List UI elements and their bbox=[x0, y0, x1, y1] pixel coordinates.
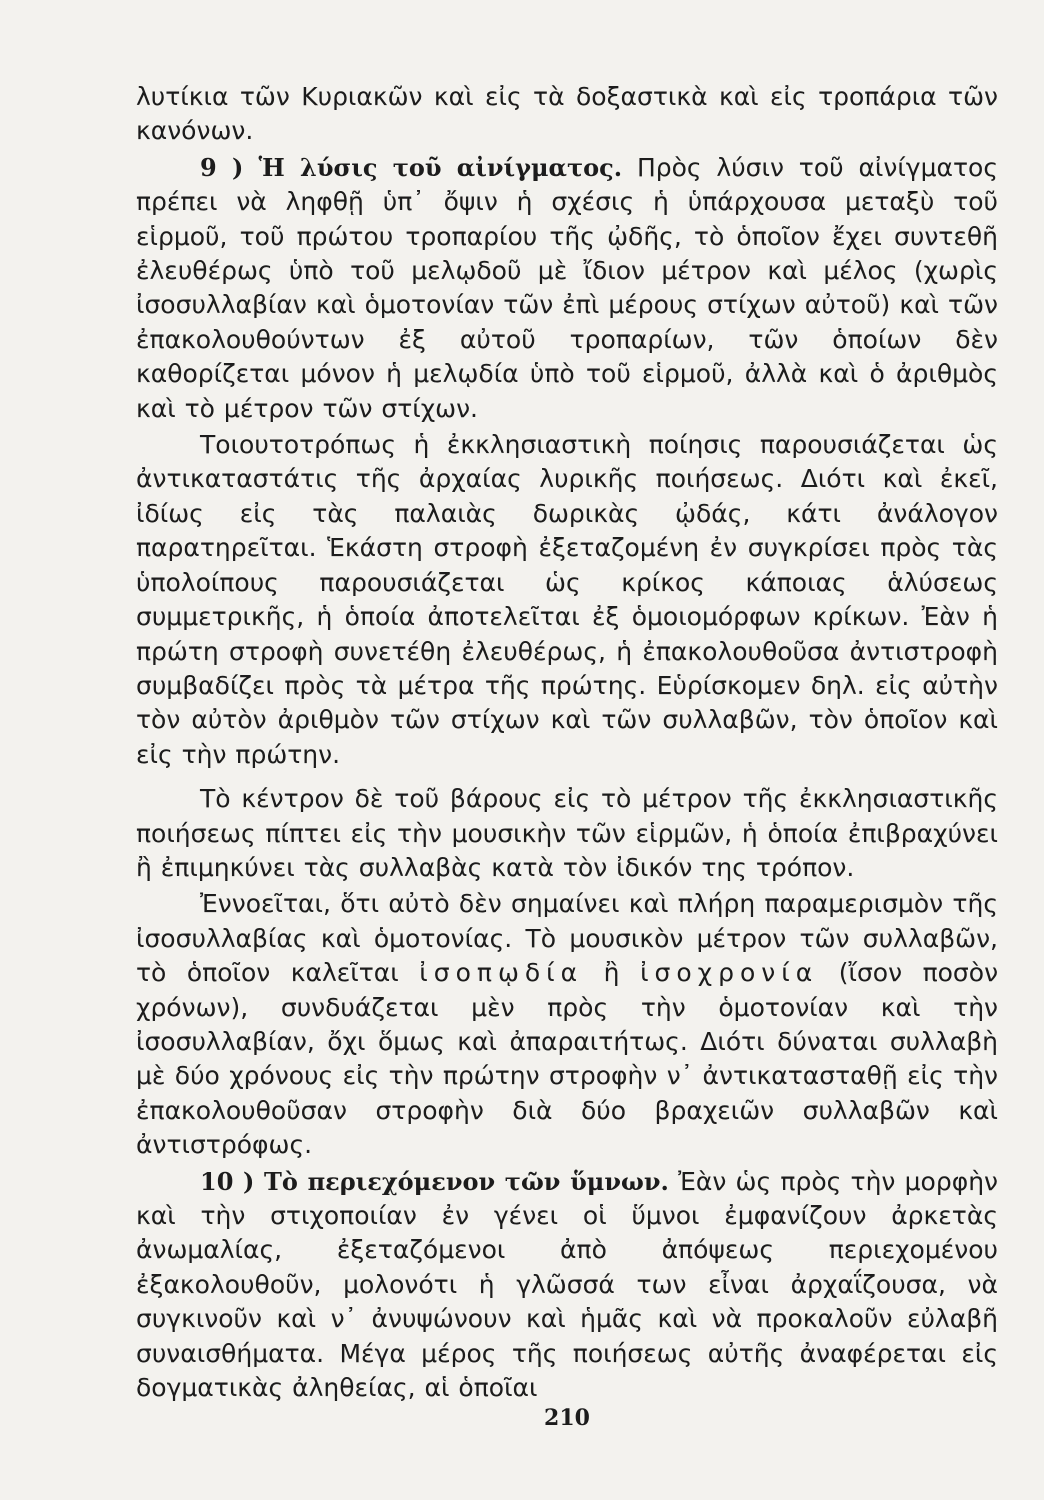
paragraph-3-text: Τοιουτοτρόπως ἡ ἐκκλησιαστικὴ ποίησις παρουσιάζεται ὡς ἀντικαταστάτις τῆς ἀρχαίας λυρικῆς ποιήσεως. Διότι καὶ ἐκεῖ, ἰδίως εἰς τὰς παλαιὰς δωρικὰς ᾠδάς, κάτι ἀνάλογον παρατηρεῖται. Ἑκάστη στροφὴ ἐξεταζομένη ἐν συγκρίσει πρὸς τὰς ὑπολοίπους παρουσιάζεται ὡς κρίκος κάποιας ἁλύσεως συμμετρικῆς, ἡ ὁποία ἀποτελεῖται ἐξ ὁμοιομόρφων κρίκων. Ἐὰν ἡ πρώτη στροφὴ συνετέθη ἐλευθέρως, ἡ ἐπακολουθοῦσα ἀντιστροφὴ συμβαδίζει πρὸς τὰ μέτρα τῆς πρώτης. Εὑρίσκομεν δηλ. εἰς αὐτὴν τὸν αὐτὸν ἀριθμὸν τῶν στίχων καὶ τῶν συλλαβῶν, τὸν ὁποῖον καὶ εἰς τὴν πρώτην. bbox=[136, 430, 998, 769]
section-9-heading: 9 ) Ἡ λύσις τοῦ αἰνίγματος. bbox=[200, 152, 623, 182]
paragraph-5-text-a: Ἐννοεῖται, ὅτι αὐτὸ δὲν σημαίνει καὶ πλήρη παραμερισμὸν τῆς ἰσοσυλλαβίας καὶ ὁμοτονίας. Τὸ μουσικὸν μέτρον τῶν συλλαβῶν, τὸ ὁποῖον καλεῖται bbox=[136, 889, 998, 988]
paragraph-5-text-b: (ἴσον ποσὸν χρόνων), συνδυάζεται μὲν πρὸς τὴν ὁμοτονίαν καὶ τὴν ἰσοσυλλαβίαν, ὄχι ὅμως καὶ ἀπαραιτήτως. Διότι δύναται συλλαβὴ μὲ δύο χρόνους εἰς τὴν πρώτην στροφὴν ν᾽ ἀντικατασταθῇ εἰς τὴν ἐπακολουθοῦσαν στροφὴν διὰ δύο βραχειῶν συλλαβῶν καὶ ἀντιστρόφως. bbox=[136, 958, 999, 1160]
paragraph-4 bbox=[136, 782, 998, 885]
paragraph-5 bbox=[136, 887, 998, 1162]
paragraph-3 bbox=[136, 428, 998, 772]
paragraph-2-text: Πρὸς λύσιν τοῦ αἰνίγματος πρέπει νὰ ληφθῇ ὑπ᾽ ὄψιν ἡ σχέσις ἡ ὑπάρχουσα μεταξὺ τοῦ εἱρμοῦ, τοῦ πρώτου τροπαρίου τῆς ᾠδῆς, τὸ ὁποῖον ἔχει συντεθῆ ἐλευθέρως ὑπὸ τοῦ μελῳδοῦ μὲ ἴδιον μέτρον καὶ μέλος (χωρὶς ἰσοσυλλαβίαν καὶ ὁμοτονίαν τῶν ἐπὶ μέρους στίχων αὐτοῦ) καὶ τῶν ἐπακολουθούντων ἐξ αὐτοῦ τροπαρίων, τῶν ὁποίων δὲν καθορίζεται μόνον ἡ μελῳδία ὑπὸ τοῦ εἱρμοῦ, ἀλλὰ καὶ ὁ ἀριθμὸς καὶ τὸ μέτρον τῶν στίχων. bbox=[136, 152, 999, 423]
paragraph-1-text: λυτίκια τῶν Κυριακῶν καὶ εἰς τὰ δοξαστικὰ καὶ εἰς τροπάρια τῶν κανόνων. bbox=[136, 82, 998, 146]
term-or: ἢ bbox=[603, 958, 620, 988]
body-text bbox=[136, 80, 998, 1405]
term-isochronia: ἰσοχρονία bbox=[640, 958, 819, 988]
paragraph-6-text: Ἐὰν ὡς πρὸς τὴν μορφὴν καὶ τὴν στιχοποιίαν ἐν γένει οἱ ὕμνοι ἐμφανίζουν ἀρκετὰς ἀνωμαλίας, ἐξεταζόμενοι ἀπὸ ἀπόψεως περιεχομένου ἐξακολουθοῦν, μολονότι ἡ γλῶσσά των εἶναι ἀρχαΐζουσα, νὰ συγκινοῦν καὶ ν᾽ ἀνυψώνουν καὶ ἡμᾶς καὶ νὰ προκαλοῦν εὐλαβῆ συναισθήματα. Μέγα μέρος τῆς ποιήσεως αὐτῆς ἀναφέρεται εἰς δογματικὰς ἀληθείας, αἱ ὁποῖαι bbox=[136, 1166, 999, 1403]
term-isopodia: ἰσοπῳδία bbox=[419, 958, 584, 988]
section-10-heading: 10 ) Τὸ περιεχόμενον τῶν ὕμνων. bbox=[200, 1166, 669, 1196]
paragraph-2 bbox=[136, 151, 998, 426]
paragraph-4-text: Τὸ κέντρον δὲ τοῦ βάρους εἰς τὸ μέτρον τῆς ἐκκλησιαστικῆς ποιήσεως πίπτει εἰς τὴν μουσικὴν τῶν εἱρμῶν, ἡ ὁποία ἐπιβραχύνει ἢ ἐπιμηκύνει τὰς συλλαβὰς κατὰ τὸν ἰδικόν της τρόπον. bbox=[136, 784, 998, 882]
page-number: 210 bbox=[544, 1405, 590, 1431]
paragraph-1 bbox=[136, 80, 998, 149]
paragraph-6 bbox=[136, 1165, 998, 1406]
